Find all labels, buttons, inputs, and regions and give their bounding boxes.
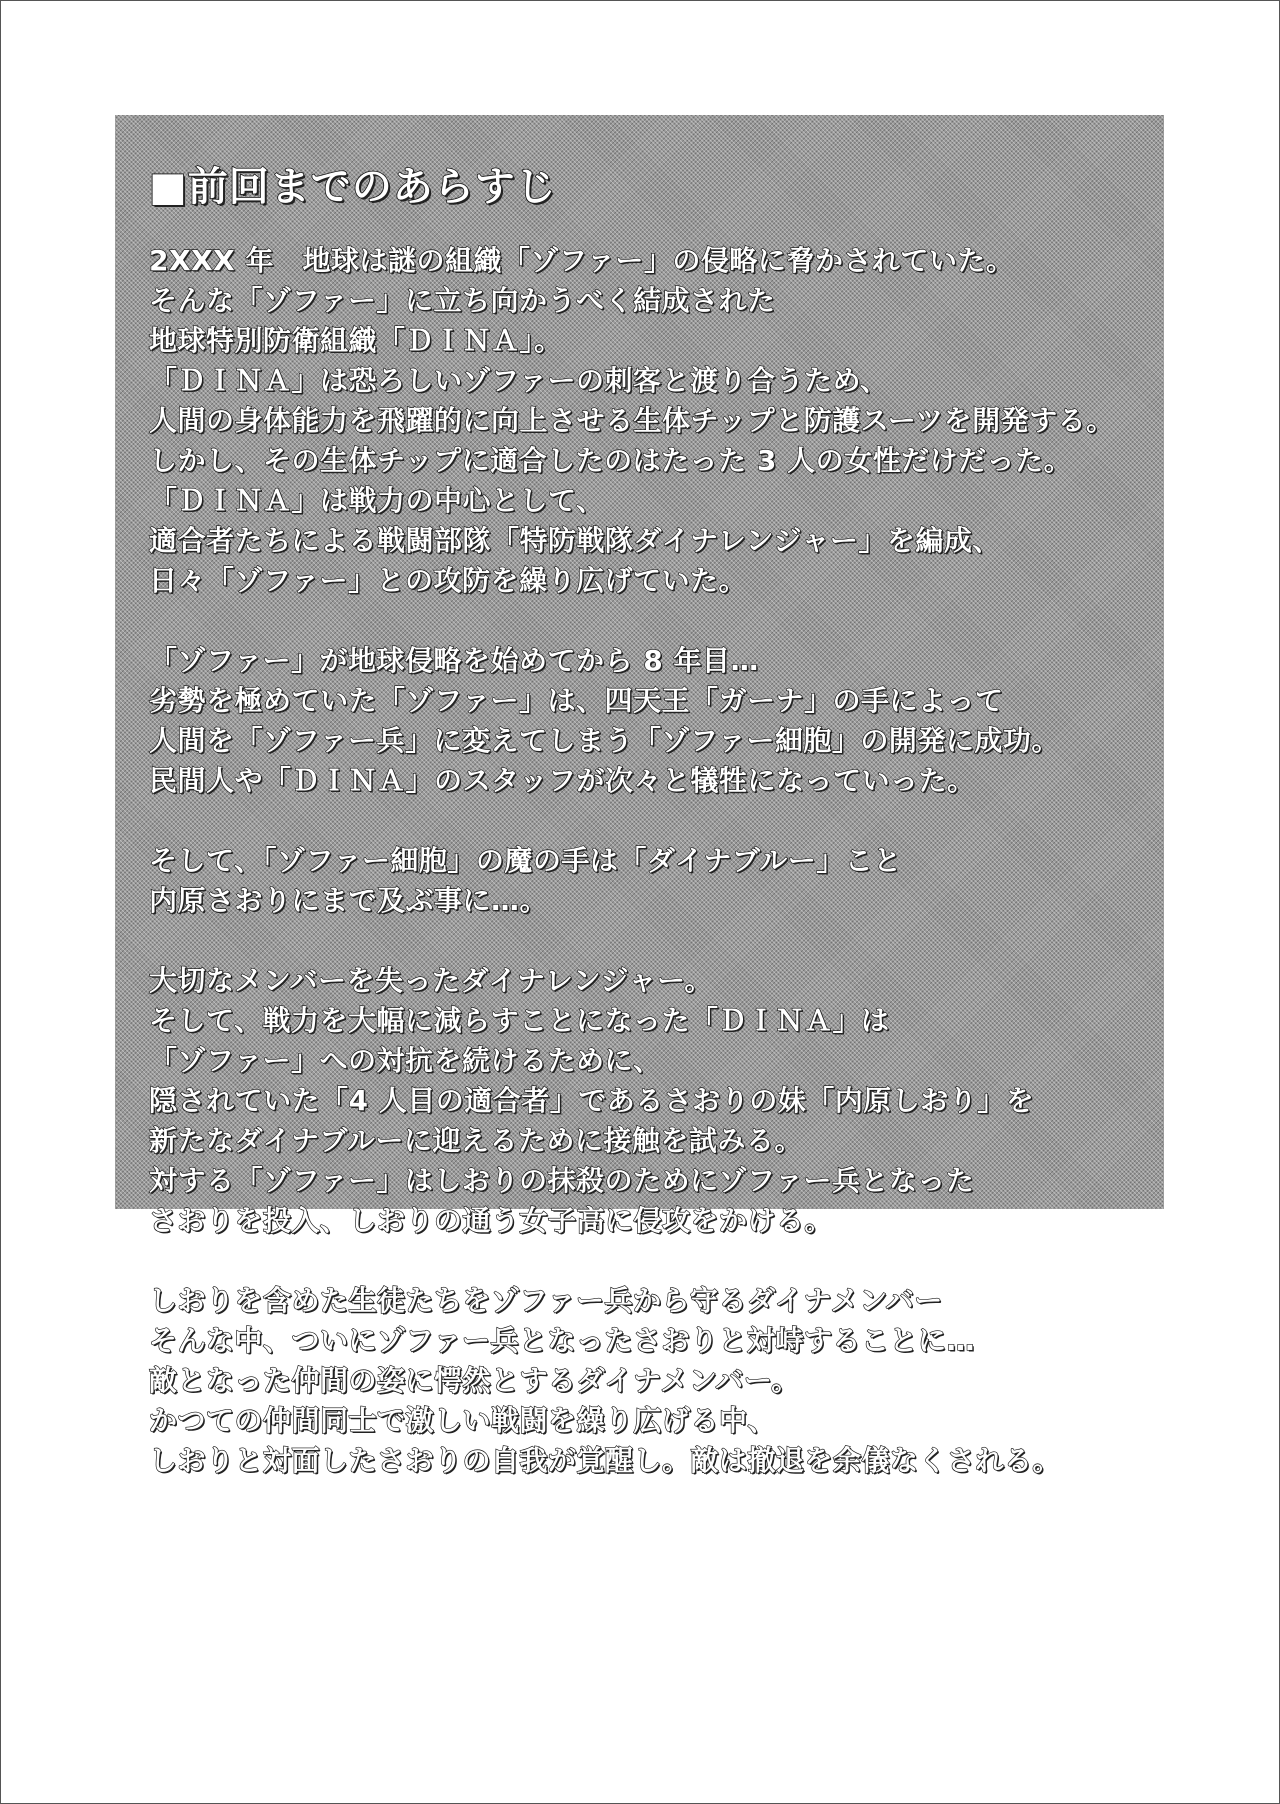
paragraph-gap: [149, 921, 1144, 961]
synopsis-content: [149, 163, 1144, 1481]
synopsis-line: 「ＤＩＮＡ」は戦力の中心として、: [149, 484, 605, 517]
synopsis-line: そんな「ゾファー」に立ち向かうべく結成された: [149, 284, 776, 317]
synopsis-line: 人間を「ゾファー兵」に変えてしまう「ゾファー細胞」の開発に成功。: [149, 724, 1060, 757]
synopsis-line: かつての仲間同士で激しい戦闘を繰り広げる中、: [149, 1404, 777, 1437]
synopsis-line: 民間人や「ＤＩＮＡ」のスタッフが次々と犠牲になっていった。: [149, 764, 976, 797]
synopsis-line: 2XXX 年 地球は謎の組織「ゾファー」の侵略に脅かされていた。: [149, 244, 1015, 277]
synopsis-line: 地球特別防衛組織「ＤＩＮＡ」。: [149, 324, 563, 357]
synopsis-line: 日々「ゾファー」との攻防を繰り広げていた。: [149, 564, 747, 597]
synopsis-line: 人間の身体能力を飛躍的に向上させる生体チップと防護スーツを開発する。: [149, 404, 1115, 437]
synopsis-line: 「ゾファー」への対抗を続けるために、: [149, 1044, 662, 1077]
synopsis-paragraph-3: [149, 841, 1144, 921]
synopsis-line: しかし、その生体チップに適合したのはたった 3 人の女性だけだった。: [149, 444, 1073, 477]
synopsis-panel: [115, 115, 1164, 1477]
synopsis-line: 劣勢を極めていた「ゾファー」は、四天王「ガーナ」の手によって: [149, 684, 1004, 717]
synopsis-line: 内原さおりにまで及ぶ事に…。: [149, 884, 549, 917]
paragraph-gap: [149, 601, 1144, 641]
synopsis-title: ■前回までのあらすじ: [149, 164, 557, 210]
synopsis-line: 「ＤＩＮＡ」は恐ろしいゾファーの刺客と渡り合うため、: [149, 364, 889, 397]
synopsis-paragraph-1: [149, 241, 1144, 601]
synopsis-line: 適合者たちによる戦闘部隊「特防戦隊ダイナレンジャー」を編成、: [149, 524, 1001, 557]
synopsis-line: そして、「ゾファー細胞」の魔の手は「ダイナブルー」こと: [149, 844, 902, 877]
synopsis-line: しおりと対面したさおりの自我が覚醒し。敵は撤退を余儀なくされる。: [149, 1444, 1062, 1477]
synopsis-line: 新たなダイナブルーに迎えるために接触を試みる。: [149, 1124, 803, 1157]
synopsis-line: 大切なメンバーを失ったダイナレンジャー。: [149, 964, 713, 997]
paragraph-gap: [149, 1241, 1144, 1281]
synopsis-paragraph-5: [149, 1281, 1144, 1481]
synopsis-line: そして、戦力を大幅に減らすことになった「ＤＩＮＡ」は: [149, 1004, 890, 1037]
synopsis-line: さおりを投入、しおりの通う女子高に侵攻をかける。: [149, 1204, 834, 1237]
synopsis-line: 隠されていた「4 人目の適合者」であるさおりの妹「内原しおり」を: [149, 1084, 1035, 1117]
synopsis-line: そんな中、ついにゾファー兵となったさおりと対峙することに…: [149, 1324, 975, 1357]
synopsis-paragraph-4: [149, 961, 1144, 1241]
synopsis-line: 対する「ゾファー」はしおりの抹殺のためにゾファー兵となった: [149, 1164, 975, 1197]
synopsis-line: 敵となった仲間の姿に愕然とするダイナメンバー。: [149, 1364, 800, 1397]
synopsis-paragraph-2: [149, 641, 1144, 801]
paragraph-gap: [149, 801, 1144, 841]
synopsis-line: 「ゾファー」が地球侵略を始めてから 8 年目…: [149, 644, 759, 677]
synopsis-line: しおりを含めた生徒たちをゾファー兵から守るダイナメンバー: [149, 1284, 943, 1317]
